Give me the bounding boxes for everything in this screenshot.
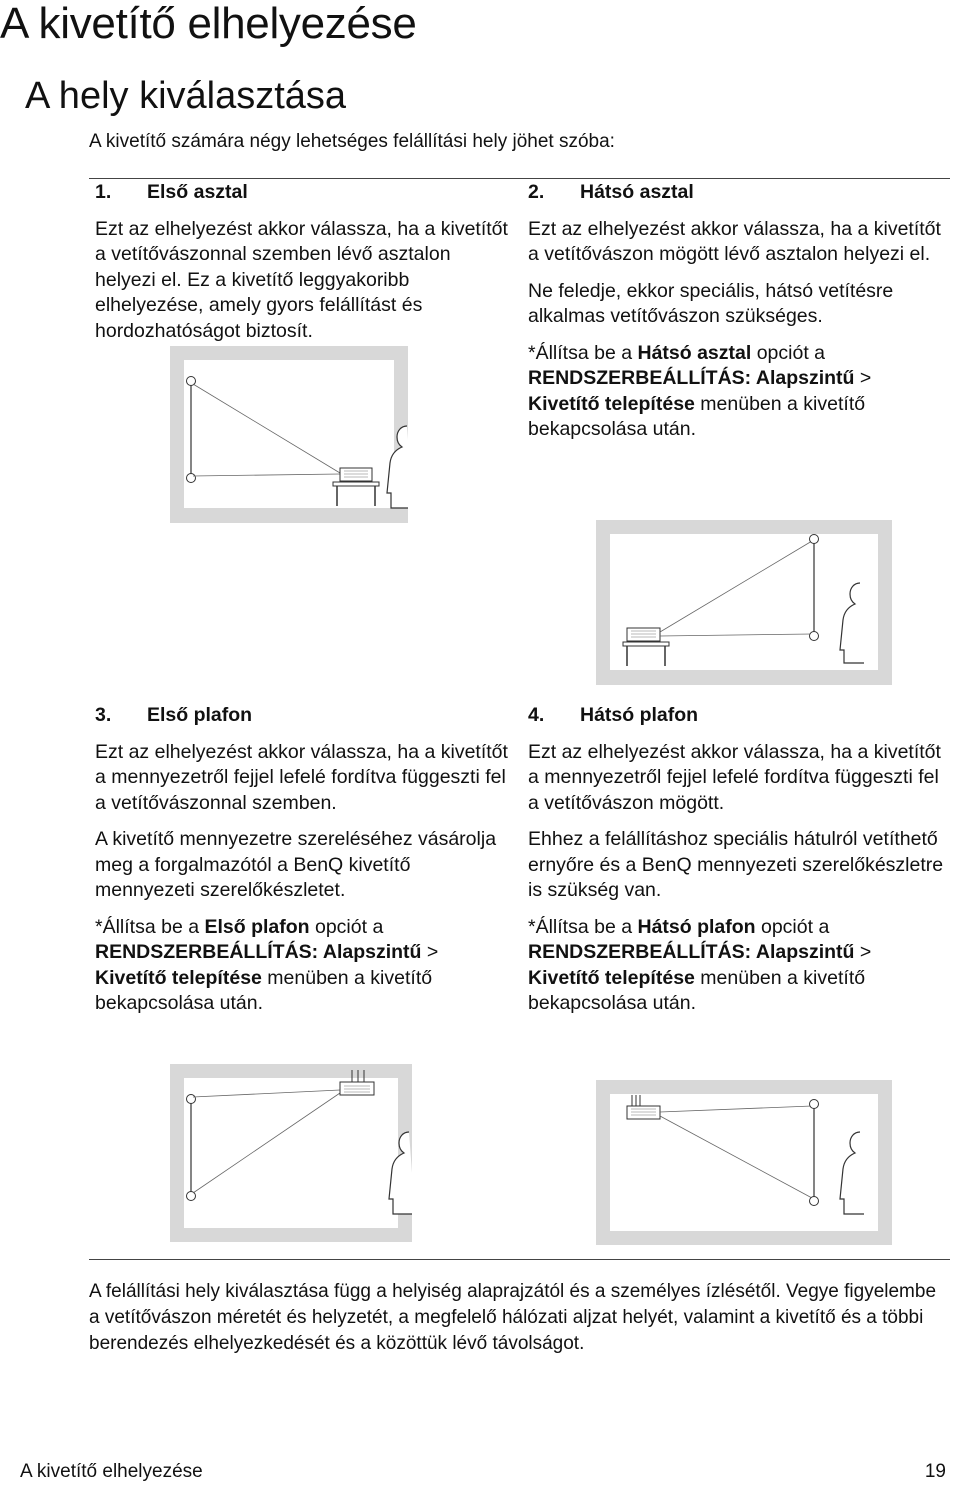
- footer-section-title: A kivetítő elhelyezése: [20, 1461, 203, 1482]
- item-number: 3.: [95, 704, 112, 726]
- item-heading: [95, 180, 515, 206]
- item-paragraph: Ezt az elhelyezést akkor válassza, ha a kivetítőt a vetítővászonnal szemben lévő asztalon helyezi el. Ez a kivetítő leggyakoribb elhelyezése, amely gyors felállítást és hordozhatóságot biztosít.: [95, 217, 508, 342]
- summary-text: A felállítási hely kiválasztása függ a helyiség alaprajzától és a személyes ízlésétől. Vegye figyelembe a vetítővászon méretét és helyzetét, a megfelelő hálózati aljzat helyét, valamint a kivetítő és a többi berendezés elhelyezkedését és a közöttük lévő távolságot.: [89, 1281, 937, 1354]
- item-number: 2.: [528, 181, 545, 203]
- item-number: 4.: [528, 704, 545, 726]
- screen-icon: [187, 1095, 196, 1201]
- bottom-divider: [89, 1259, 950, 1260]
- person-icon: [840, 1132, 864, 1214]
- item-paragraph: Ezt az elhelyezést akkor válassza, ha a kivetítőt a mennyezetről fejjel lefelé fordítva függeszti fel a vetítővászon mögött.: [528, 740, 941, 814]
- item-heading: [95, 703, 515, 729]
- rear-ceiling-diagram: [596, 1080, 892, 1245]
- item-name: Első plafon: [147, 704, 253, 726]
- person-icon: [387, 426, 408, 508]
- screen-icon: [187, 377, 196, 483]
- item-rear-ceiling: [528, 703, 948, 1028]
- projector-icon: [340, 468, 372, 481]
- item-paragraph: Ezt az elhelyezést akkor válassza, ha a kivetítőt a vetítővászon mögött lévő asztalon helyezi el.: [528, 217, 941, 265]
- item-number: 1.: [95, 181, 112, 203]
- section-subtitle: A hely kiválasztása: [25, 75, 347, 117]
- person-icon: [840, 583, 864, 663]
- item-paragraph: Ehhez a felállításhoz speciális hátulról vetíthető ernyőre és a BenQ mennyezeti szerelőkészletre is szükség van.: [528, 828, 944, 901]
- screen-icon: [810, 1100, 819, 1206]
- item-name: Első asztal: [147, 181, 248, 203]
- rear-table-diagram: [596, 520, 892, 685]
- table-icon: [333, 482, 379, 506]
- item-name: Hátsó plafon: [580, 704, 699, 726]
- top-divider: [89, 178, 950, 179]
- screen-icon: [810, 535, 819, 641]
- table-icon: [623, 642, 669, 666]
- front-ceiling-diagram: [170, 1064, 412, 1242]
- item-note: *Állítsa be a Első plafon opciót a RENDSZERBEÁLLÍTÁS: Alapszintű > Kivetítő telepítése menüben a kivetítő bekapcsolása után.: [95, 915, 439, 1014]
- item-heading: [528, 703, 948, 729]
- item-heading: [528, 180, 948, 206]
- projector-icon: [627, 628, 660, 641]
- item-front-ceiling: [95, 703, 515, 1028]
- ceiling-projector-icon: [627, 1095, 660, 1119]
- item-rear-table: [528, 180, 948, 454]
- item-name: Hátsó asztal: [580, 181, 694, 203]
- item-paragraph: A kivetítő mennyezetre szereléséhez vásárolja meg a forgalmazótól a BenQ kivetítő mennyezeti szerelőkészletet.: [95, 828, 497, 901]
- item-note: *Állítsa be a Hátsó plafon opciót a RENDSZERBEÁLLÍTÁS: Alapszintű > Kivetítő telepítése menüben a kivetítő bekapcsolása után.: [528, 915, 872, 1014]
- page-number: 19: [924, 1461, 946, 1482]
- item-note: *Állítsa be a Hátsó asztal opciót a RENDSZERBEÁLLÍTÁS: Alapszintű > Kivetítő telepítése menüben a kivetítő bekapcsolása után.: [528, 341, 872, 440]
- person-icon: [389, 1132, 412, 1214]
- item-first-table: [95, 180, 515, 355]
- front-table-diagram: [170, 346, 408, 523]
- page-title: A kivetítő elhelyezése: [0, 0, 417, 48]
- item-paragraph: Ne feledje, ekkor speciális, hátsó vetítésre alkalmas vetítővászon szükséges.: [528, 279, 894, 327]
- intro-text: A kivetítő számára négy lehetséges felállítási hely jöhet szóba:: [89, 131, 615, 152]
- item-paragraph: Ezt az elhelyezést akkor válassza, ha a kivetítőt a mennyezetről fejjel lefelé fordítva függeszti fel a vetítővászonnal szemben.: [95, 740, 508, 814]
